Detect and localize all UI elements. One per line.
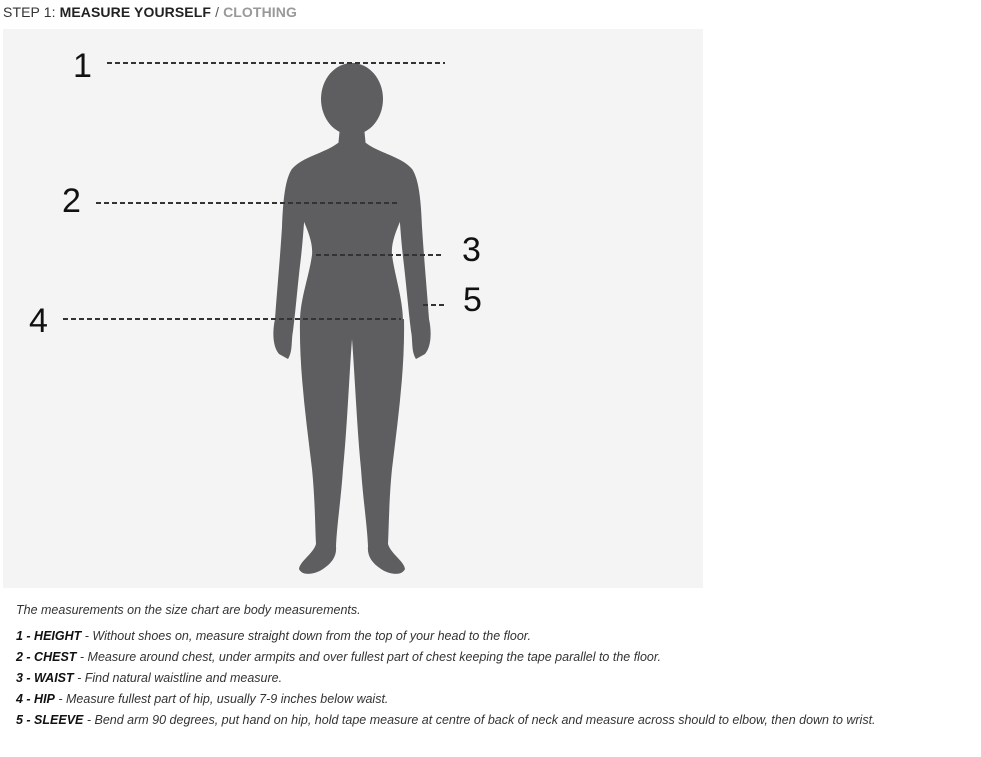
note-chest-text: - Measure around chest, under armpits and over fullest part of chest keeping the tape parallel to the floor.: [76, 650, 662, 664]
silhouette-left-leg: [299, 319, 352, 574]
note-sleeve-label: 5 - SLEEVE: [16, 713, 84, 727]
note-chest: [16, 650, 876, 664]
marker-5-sleeve: 5: [463, 281, 482, 319]
note-height: [16, 629, 876, 643]
note-sleeve-text: - Bend arm 90 degrees, put hand on hip, hold tape measure at centre of back of neck and measure across should to elbow, then down to wrist.: [83, 713, 876, 727]
note-sleeve: [16, 713, 876, 727]
note-chest-label: 2 - CHEST: [16, 650, 77, 664]
marker-2-chest: 2: [62, 182, 81, 220]
note-hip-label: 4 - HIP: [16, 692, 55, 706]
note-waist: [16, 671, 876, 685]
breadcrumb-separator: /: [215, 4, 220, 20]
note-hip: [16, 692, 876, 706]
notes-intro: The measurements on the size chart are body measurements.: [16, 603, 361, 617]
measurement-notes: [16, 603, 876, 734]
silhouette-torso: [287, 143, 416, 322]
breadcrumb-step: STEP 1:: [3, 4, 56, 20]
note-height-label: 1 - HEIGHT: [16, 629, 82, 643]
marker-3-waist: 3: [462, 231, 481, 269]
note-height-text: - Without shoes on, measure straight down from the top of your head to the floor.: [81, 629, 531, 643]
measurement-figure: [3, 29, 703, 588]
breadcrumb-current: MEASURE YOURSELF: [59, 4, 212, 20]
silhouette-head: [321, 63, 383, 135]
measurement-figure-panel: [3, 29, 703, 588]
marker-1-height: 1: [73, 47, 92, 85]
note-waist-text: - Find natural waistline and measure.: [73, 671, 283, 685]
note-hip-text: - Measure fullest part of hip, usually 7-9 inches below waist.: [54, 692, 389, 706]
silhouette-right-leg: [352, 319, 405, 574]
note-waist-label: 3 - WAIST: [16, 671, 74, 685]
breadcrumb: [3, 4, 297, 20]
breadcrumb-next-clothing[interactable]: CLOTHING: [223, 4, 297, 20]
marker-4-hip: 4: [29, 302, 48, 340]
